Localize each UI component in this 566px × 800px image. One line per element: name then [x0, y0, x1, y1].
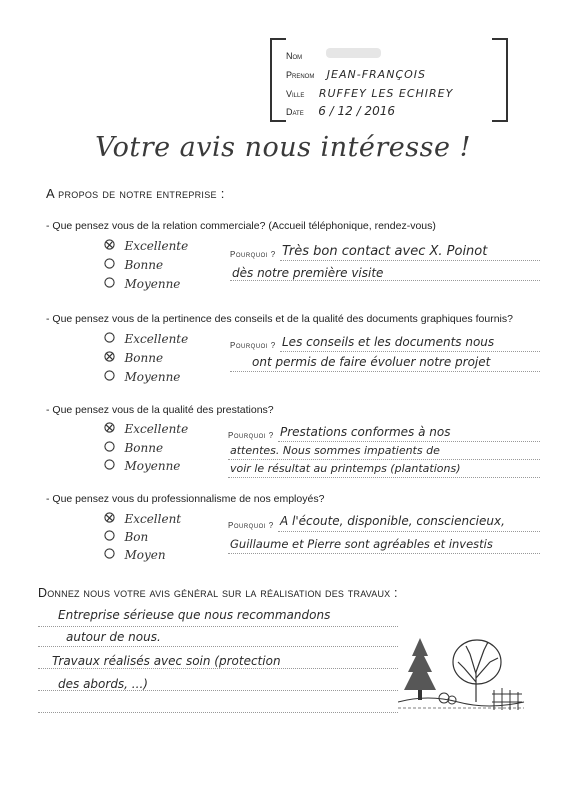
question-block-4 [0, 493, 566, 578]
option-row[interactable] [104, 439, 163, 457]
answer-text: voir le résultat au printemps (plantations) [230, 462, 461, 475]
question-text: - Que pensez vous de la relation commerciale? (Accueil téléphonique, rendez-vous) [46, 220, 436, 232]
ville-label: Ville [286, 89, 305, 99]
pourquoi-label: Pourquoi ? [228, 431, 274, 440]
radio-circle-icon[interactable] [104, 332, 115, 343]
header-box [270, 38, 508, 120]
option-label: Bon [124, 530, 149, 544]
nom-label: Nom [286, 51, 303, 61]
question-block-2 [0, 313, 566, 398]
radio-circle-icon[interactable] [104, 277, 115, 288]
option-row[interactable] [104, 330, 188, 348]
option-row[interactable] [104, 349, 163, 367]
pourquoi-label: Pourquoi ? [230, 341, 276, 350]
landscape-illustration-icon [398, 632, 528, 718]
radio-circle-icon[interactable] [104, 351, 115, 362]
option-row[interactable] [104, 368, 180, 386]
option-label: Excellent [124, 512, 182, 526]
general-line [38, 668, 398, 669]
option-label: Excellente [124, 422, 189, 436]
question-block-3 [0, 404, 566, 489]
pourquoi-label: Pourquoi ? [228, 521, 274, 530]
question-text: - Que pensez vous de la pertinence des conseils et de la qualité des documents graphiques fournis? [46, 313, 513, 325]
answer-line [228, 553, 540, 554]
general-text: autour de nous. [66, 630, 161, 644]
radio-circle-icon[interactable] [104, 459, 115, 470]
option-label: Bonne [124, 258, 164, 272]
radio-circle-icon[interactable] [104, 370, 115, 381]
radio-circle-icon[interactable] [104, 548, 115, 559]
date-label: Date [286, 107, 304, 117]
option-row[interactable] [104, 528, 148, 546]
answer-text: Très bon contact avec X. Poinot [282, 244, 488, 259]
page-title: Votre avis nous intéresse ! [95, 132, 471, 163]
option-label: Excellente [124, 332, 189, 346]
option-row[interactable] [104, 546, 166, 564]
option-row[interactable] [104, 510, 181, 528]
answer-line [280, 351, 540, 352]
pourquoi-label: Pourquoi ? [230, 250, 276, 259]
option-label: Bonne [124, 441, 164, 455]
answer-text: Les conseils et les documents nous [282, 335, 495, 349]
option-row[interactable] [104, 457, 180, 475]
prenom-label: Prenom [286, 70, 315, 80]
answer-text: Prestations conformes à nos [280, 425, 451, 439]
general-heading: Donnez nous votre avis général sur la réalisation des travaux : [38, 586, 398, 600]
date-value: 6 / 12 / 2016 [318, 104, 395, 118]
question-text: - Que pensez vous de la qualité des prestations? [46, 404, 274, 416]
radio-circle-icon[interactable] [104, 512, 115, 523]
section-heading: A propos de notre entreprise : [46, 186, 225, 201]
option-label: Moyenne [124, 277, 181, 291]
radio-circle-icon[interactable] [104, 239, 115, 250]
option-row[interactable] [104, 275, 180, 293]
answer-text: A l'écoute, disponible, consciencieux, [280, 514, 505, 528]
bracket-left [270, 38, 286, 122]
option-label: Moyen [124, 548, 166, 562]
answer-line [228, 459, 540, 460]
option-label: Excellente [124, 239, 189, 253]
option-label: Moyenne [124, 459, 181, 473]
radio-circle-icon[interactable] [104, 530, 115, 541]
general-text: Entreprise sérieuse que nous recommandons [58, 608, 331, 622]
general-line [38, 626, 398, 627]
answer-line [280, 260, 540, 261]
option-row[interactable] [104, 237, 188, 255]
answer-text: attentes. Nous sommes impatients de [230, 444, 440, 457]
answer-line [230, 371, 540, 372]
radio-circle-icon[interactable] [104, 258, 115, 269]
option-row[interactable] [104, 420, 188, 438]
radio-circle-icon[interactable] [104, 422, 115, 433]
option-label: Moyenne [124, 370, 181, 384]
answer-line [230, 280, 540, 281]
ville-value: RUFFEY LES ECHIREY [318, 87, 454, 100]
answer-line [278, 441, 540, 442]
option-label: Bonne [124, 351, 164, 365]
option-row[interactable] [104, 256, 163, 274]
prenom-value: JEAN-FRANÇOIS [326, 68, 427, 81]
general-text: Travaux réalisés avec soin (protection [52, 654, 281, 668]
answer-text: dès notre première visite [232, 266, 384, 280]
general-line [38, 646, 398, 647]
answer-line [278, 531, 540, 532]
question-text: - Que pensez vous du professionnalisme de nos employés? [46, 493, 325, 505]
general-text: des abords, ...) [58, 677, 148, 691]
radio-circle-icon[interactable] [104, 441, 115, 452]
answer-text: Guillaume et Pierre sont agréables et investis [230, 537, 493, 551]
nom-redacted [326, 48, 381, 58]
answer-line [228, 477, 540, 478]
answer-text: ont permis de faire évoluer notre projet [252, 355, 491, 369]
question-block-1 [0, 220, 566, 305]
general-line [38, 712, 398, 713]
